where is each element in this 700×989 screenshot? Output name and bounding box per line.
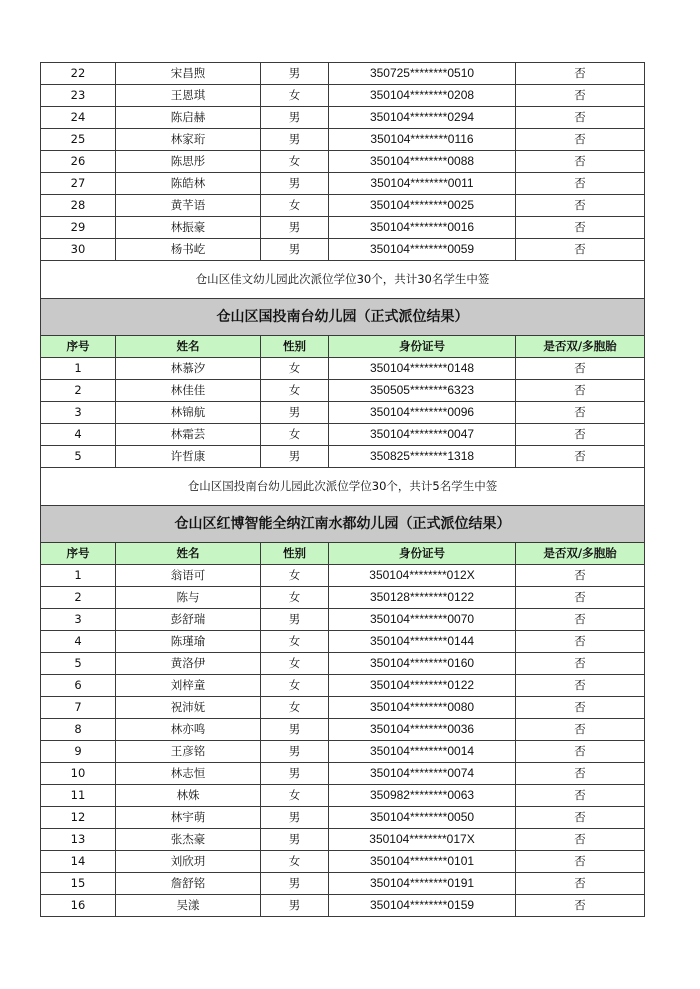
- table-row: [41, 851, 645, 873]
- cell-student-name: 彭舒瑞: [116, 609, 261, 631]
- cell-id-number: 350104********0088: [329, 151, 516, 173]
- table-row: [41, 151, 645, 173]
- cell-gender: 男: [261, 446, 329, 468]
- cell-multiple-birth: 否: [516, 697, 645, 719]
- table-row: [41, 173, 645, 195]
- cell-row-number: 29: [41, 217, 116, 239]
- cell-gender: 男: [261, 873, 329, 895]
- cell-id-number: 350104********0050: [329, 807, 516, 829]
- cell-row-number: 13: [41, 829, 116, 851]
- header-id-number: 身份证号: [329, 336, 516, 358]
- cell-row-number: 4: [41, 631, 116, 653]
- cell-row-number: 11: [41, 785, 116, 807]
- cell-id-number: 350104********0080: [329, 697, 516, 719]
- cell-row-number: 5: [41, 446, 116, 468]
- cell-student-name: 陈瑾瑜: [116, 631, 261, 653]
- cell-student-name: 林锦航: [116, 402, 261, 424]
- cell-id-number: 350104********0059: [329, 239, 516, 261]
- cell-gender: 男: [261, 402, 329, 424]
- cell-student-name: 詹舒铭: [116, 873, 261, 895]
- cell-multiple-birth: 否: [516, 565, 645, 587]
- cell-multiple-birth: 否: [516, 895, 645, 917]
- cell-id-number: 350104********0025: [329, 195, 516, 217]
- header-row-number: 序号: [41, 336, 116, 358]
- cell-row-number: 12: [41, 807, 116, 829]
- cell-gender: 男: [261, 719, 329, 741]
- table-row: [41, 402, 645, 424]
- cell-gender: 男: [261, 609, 329, 631]
- cell-gender: 男: [261, 829, 329, 851]
- cell-id-number: 350104********0208: [329, 85, 516, 107]
- cell-gender: 女: [261, 85, 329, 107]
- cell-student-name: 林振豪: [116, 217, 261, 239]
- cell-row-number: 15: [41, 873, 116, 895]
- cell-id-number: 350104********0148: [329, 358, 516, 380]
- cell-multiple-birth: 否: [516, 829, 645, 851]
- cell-row-number: 23: [41, 85, 116, 107]
- cell-row-number: 3: [41, 609, 116, 631]
- header-multiple-birth: 是否双/多胞胎: [516, 336, 645, 358]
- cell-multiple-birth: 否: [516, 631, 645, 653]
- column-header-row: [41, 543, 645, 565]
- cell-student-name: 陈思彤: [116, 151, 261, 173]
- table-row: [41, 675, 645, 697]
- table-row: [41, 697, 645, 719]
- cell-id-number: 350104********0101: [329, 851, 516, 873]
- cell-multiple-birth: 否: [516, 129, 645, 151]
- cell-gender: 女: [261, 785, 329, 807]
- table-row: [41, 785, 645, 807]
- cell-student-name: 刘欣玥: [116, 851, 261, 873]
- cell-multiple-birth: 否: [516, 609, 645, 631]
- cell-gender: 男: [261, 217, 329, 239]
- cell-id-number: 350725********0510: [329, 63, 516, 85]
- cell-student-name: 黄芊语: [116, 195, 261, 217]
- cell-row-number: 3: [41, 402, 116, 424]
- table-row: [41, 587, 645, 609]
- cell-gender: 男: [261, 173, 329, 195]
- summary-row: [41, 468, 645, 506]
- table-row: [41, 829, 645, 851]
- cell-multiple-birth: 否: [516, 85, 645, 107]
- cell-gender: 女: [261, 380, 329, 402]
- cell-multiple-birth: 否: [516, 653, 645, 675]
- header-row-number: 序号: [41, 543, 116, 565]
- table-row: [41, 763, 645, 785]
- cell-student-name: 许哲康: [116, 446, 261, 468]
- results-table-body: [41, 63, 645, 917]
- cell-multiple-birth: 否: [516, 424, 645, 446]
- cell-id-number: 350104********0122: [329, 675, 516, 697]
- cell-row-number: 22: [41, 63, 116, 85]
- cell-gender: 女: [261, 675, 329, 697]
- cell-row-number: 24: [41, 107, 116, 129]
- cell-gender: 女: [261, 851, 329, 873]
- cell-multiple-birth: 否: [516, 173, 645, 195]
- table-row: [41, 380, 645, 402]
- table-row: [41, 195, 645, 217]
- cell-student-name: 王彦铭: [116, 741, 261, 763]
- cell-multiple-birth: 否: [516, 763, 645, 785]
- cell-gender: 女: [261, 587, 329, 609]
- cell-row-number: 25: [41, 129, 116, 151]
- cell-gender: 男: [261, 763, 329, 785]
- table-row: [41, 653, 645, 675]
- section-title: 仓山区红博智能全纳江南水都幼儿园（正式派位结果）: [41, 506, 645, 543]
- cell-gender: 男: [261, 895, 329, 917]
- cell-student-name: 刘梓童: [116, 675, 261, 697]
- table-row: [41, 129, 645, 151]
- cell-multiple-birth: 否: [516, 358, 645, 380]
- table-row: [41, 217, 645, 239]
- table-row: [41, 719, 645, 741]
- cell-student-name: 林志恒: [116, 763, 261, 785]
- cell-student-name: 林宇萌: [116, 807, 261, 829]
- cell-id-number: 350104********0016: [329, 217, 516, 239]
- cell-multiple-birth: 否: [516, 851, 645, 873]
- cell-id-number: 350104********0070: [329, 609, 516, 631]
- header-id-number: 身份证号: [329, 543, 516, 565]
- cell-multiple-birth: 否: [516, 217, 645, 239]
- header-gender: 性别: [261, 336, 329, 358]
- cell-multiple-birth: 否: [516, 107, 645, 129]
- cell-id-number: 350104********0144: [329, 631, 516, 653]
- table-row: [41, 873, 645, 895]
- cell-gender: 女: [261, 565, 329, 587]
- cell-student-name: 祝沛妩: [116, 697, 261, 719]
- cell-gender: 女: [261, 697, 329, 719]
- cell-gender: 男: [261, 63, 329, 85]
- cell-row-number: 30: [41, 239, 116, 261]
- cell-multiple-birth: 否: [516, 151, 645, 173]
- cell-student-name: 黄洛伊: [116, 653, 261, 675]
- cell-id-number: 350104********0096: [329, 402, 516, 424]
- cell-id-number: 350104********0159: [329, 895, 516, 917]
- cell-gender: 女: [261, 195, 329, 217]
- table-row: [41, 741, 645, 763]
- cell-row-number: 1: [41, 565, 116, 587]
- column-header-row: [41, 336, 645, 358]
- cell-student-name: 陈启赫: [116, 107, 261, 129]
- cell-row-number: 26: [41, 151, 116, 173]
- cell-id-number: 350104********0116: [329, 129, 516, 151]
- cell-student-name: 林家珩: [116, 129, 261, 151]
- table-row: [41, 631, 645, 653]
- cell-student-name: 林佳佳: [116, 380, 261, 402]
- cell-row-number: 8: [41, 719, 116, 741]
- section-title: 仓山区国投南台幼儿园（正式派位结果）: [41, 299, 645, 336]
- cell-id-number: 350104********0011: [329, 173, 516, 195]
- cell-multiple-birth: 否: [516, 195, 645, 217]
- cell-multiple-birth: 否: [516, 741, 645, 763]
- cell-id-number: 350104********0191: [329, 873, 516, 895]
- cell-row-number: 5: [41, 653, 116, 675]
- cell-student-name: 林姝: [116, 785, 261, 807]
- cell-multiple-birth: 否: [516, 587, 645, 609]
- cell-row-number: 9: [41, 741, 116, 763]
- cell-gender: 女: [261, 631, 329, 653]
- cell-gender: 男: [261, 807, 329, 829]
- cell-gender: 女: [261, 653, 329, 675]
- cell-id-number: 350104********0160: [329, 653, 516, 675]
- cell-gender: 男: [261, 129, 329, 151]
- cell-id-number: 350128********0122: [329, 587, 516, 609]
- cell-student-name: 王恩琪: [116, 85, 261, 107]
- cell-student-name: 林亦鸣: [116, 719, 261, 741]
- header-student-name: 姓名: [116, 336, 261, 358]
- cell-multiple-birth: 否: [516, 239, 645, 261]
- cell-student-name: 林慕汐: [116, 358, 261, 380]
- cell-multiple-birth: 否: [516, 402, 645, 424]
- cell-student-name: 宋昌煦: [116, 63, 261, 85]
- cell-id-number: 350982********0063: [329, 785, 516, 807]
- cell-multiple-birth: 否: [516, 63, 645, 85]
- summary-text: 仓山区佳文幼儿园此次派位学位30个，共计30名学生中签: [41, 261, 645, 299]
- table-row: [41, 565, 645, 587]
- cell-student-name: 林霜芸: [116, 424, 261, 446]
- cell-multiple-birth: 否: [516, 446, 645, 468]
- cell-row-number: 14: [41, 851, 116, 873]
- cell-row-number: 10: [41, 763, 116, 785]
- cell-student-name: 张杰豪: [116, 829, 261, 851]
- results-table: [40, 62, 645, 917]
- cell-multiple-birth: 否: [516, 785, 645, 807]
- table-row: [41, 807, 645, 829]
- cell-id-number: 350104********0294: [329, 107, 516, 129]
- table-row: [41, 239, 645, 261]
- table-row: [41, 85, 645, 107]
- table-row: [41, 107, 645, 129]
- cell-id-number: 350104********012X: [329, 565, 516, 587]
- table-row: [41, 63, 645, 85]
- cell-row-number: 2: [41, 587, 116, 609]
- cell-student-name: 陈与: [116, 587, 261, 609]
- cell-id-number: 350104********0036: [329, 719, 516, 741]
- table-row: [41, 895, 645, 917]
- table-row: [41, 446, 645, 468]
- cell-student-name: 吴漾: [116, 895, 261, 917]
- table-row: [41, 424, 645, 446]
- cell-row-number: 27: [41, 173, 116, 195]
- cell-id-number: 350505********6323: [329, 380, 516, 402]
- summary-row: [41, 261, 645, 299]
- cell-id-number: 350104********0014: [329, 741, 516, 763]
- table-row: [41, 609, 645, 631]
- cell-id-number: 350104********0074: [329, 763, 516, 785]
- cell-multiple-birth: 否: [516, 380, 645, 402]
- cell-gender: 女: [261, 358, 329, 380]
- header-multiple-birth: 是否双/多胞胎: [516, 543, 645, 565]
- section-title-row: [41, 299, 645, 336]
- cell-gender: 男: [261, 741, 329, 763]
- cell-id-number: 350825********1318: [329, 446, 516, 468]
- cell-id-number: 350104********017X: [329, 829, 516, 851]
- cell-row-number: 2: [41, 380, 116, 402]
- section-title-row: [41, 506, 645, 543]
- header-student-name: 姓名: [116, 543, 261, 565]
- cell-multiple-birth: 否: [516, 675, 645, 697]
- cell-gender: 女: [261, 424, 329, 446]
- header-gender: 性别: [261, 543, 329, 565]
- cell-id-number: 350104********0047: [329, 424, 516, 446]
- cell-row-number: 1: [41, 358, 116, 380]
- cell-row-number: 6: [41, 675, 116, 697]
- cell-row-number: 4: [41, 424, 116, 446]
- cell-multiple-birth: 否: [516, 807, 645, 829]
- cell-student-name: 杨书屹: [116, 239, 261, 261]
- summary-text: 仓山区国投南台幼儿园此次派位学位30个，共计5名学生中签: [41, 468, 645, 506]
- table-row: [41, 358, 645, 380]
- cell-row-number: 16: [41, 895, 116, 917]
- cell-student-name: 翁语可: [116, 565, 261, 587]
- cell-multiple-birth: 否: [516, 719, 645, 741]
- cell-gender: 男: [261, 107, 329, 129]
- cell-multiple-birth: 否: [516, 873, 645, 895]
- cell-row-number: 28: [41, 195, 116, 217]
- cell-student-name: 陈皓林: [116, 173, 261, 195]
- cell-row-number: 7: [41, 697, 116, 719]
- cell-gender: 女: [261, 151, 329, 173]
- cell-gender: 男: [261, 239, 329, 261]
